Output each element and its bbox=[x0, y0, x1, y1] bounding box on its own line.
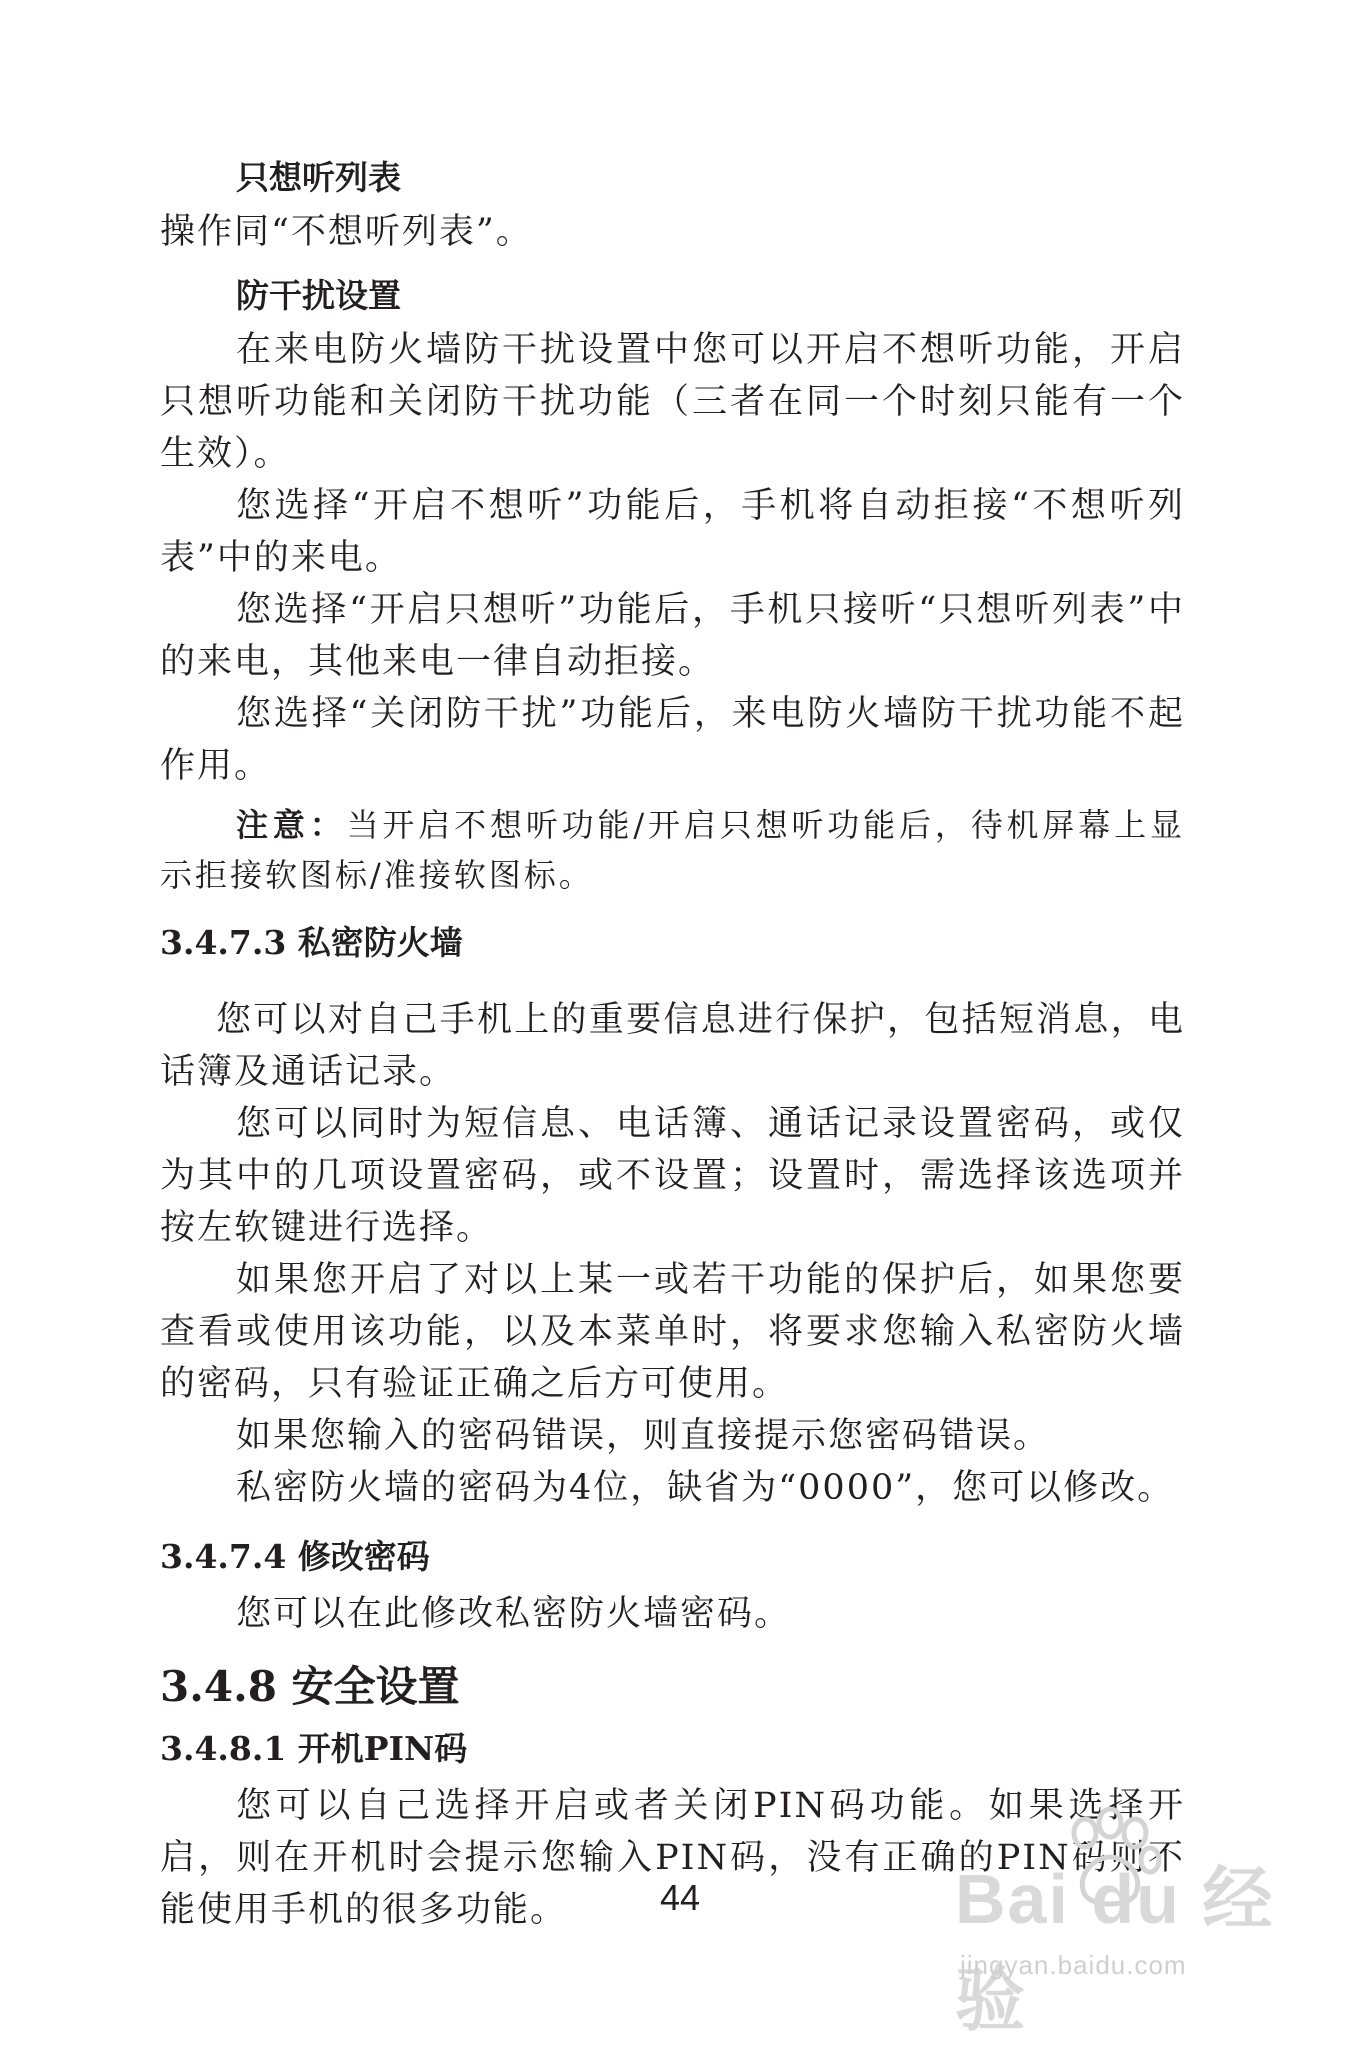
paragraph-private-2: 您可以同时为短信息、电话簿、通话记录设置密码，或仅为其中的几项设置密码，或不设置；设置时，需选择该选项并按左软键进行选择。 bbox=[160, 1104, 1185, 1248]
heading-anti-disturb: 防干扰设置 bbox=[236, 276, 401, 315]
paragraph-private-3: 如果您开启了对以上某一或若干功能的保护后，如果您要查看或使用该功能，以及本菜单时，将要求您输入私密防火墙的密码，只有验证正确之后方可使用。 bbox=[160, 1260, 1185, 1404]
note-label: 注意： bbox=[236, 806, 347, 844]
note-paragraph bbox=[160, 800, 1185, 900]
heading-3-4-8: 3.4.8 安全设置 bbox=[160, 1662, 460, 1711]
paragraph-private-5: 私密防火墙的密码为4位，缺省为“0000”，您可以修改。 bbox=[236, 1468, 1175, 1508]
paragraph-anti-disturb-3: 您选择“开启只想听”功能后，手机只接听“只想听列表”中的来电，其他来电一律自动拒接。 bbox=[160, 590, 1185, 682]
paragraph-private-4: 如果您输入的密码错误，则直接提示您密码错误。 bbox=[236, 1416, 1051, 1456]
watermark-url: jingyan.baidu.com bbox=[960, 1950, 1187, 1980]
note-text: 当开启不想听功能/开启只想听功能后，待机屏幕上显示拒接软图标/准接软图标。 bbox=[160, 806, 1185, 894]
paragraph-anti-disturb-2: 您选择“开启不想听”功能后，手机将自动拒接“不想听列表”中的来电。 bbox=[160, 486, 1185, 578]
heading-only-listen-list: 只想听列表 bbox=[236, 158, 401, 197]
paragraph-change-password: 您可以在此修改私密防火墙密码。 bbox=[236, 1594, 792, 1634]
watermark-brand: Bai du 经验 bbox=[955, 1860, 1275, 2039]
baidu-watermark bbox=[955, 1805, 1325, 2039]
paragraph-pin: 您可以自己选择开启或者关闭PIN码功能。如果选择开启，则在开机时会提示您输入PIN码，没有正确的PIN码则不能使用手机的很多功能。 bbox=[160, 1786, 1185, 1930]
heading-3-4-7-4: 3.4.7.4 修改密码 bbox=[160, 1537, 430, 1576]
paragraph-private-1: 您可以对自己手机上的重要信息进行保护，包括短消息，电话簿及通话记录。 bbox=[160, 1000, 1185, 1092]
heading-3-4-8-1: 3.4.8.1 开机PIN码 bbox=[160, 1729, 468, 1768]
document-page bbox=[160, 150, 1185, 1936]
paragraph-only-listen-list: 操作同“不想听列表”。 bbox=[160, 212, 533, 252]
heading-3-4-7-3: 3.4.7.3 私密防火墙 bbox=[160, 923, 463, 962]
page-number: 44 bbox=[659, 1877, 701, 1918]
paragraph-anti-disturb-4: 您选择“关闭防干扰”功能后，来电防火墙防干扰功能不起作用。 bbox=[160, 694, 1185, 786]
paragraph-anti-disturb-1: 在来电防火墙防干扰设置中您可以开启不想听功能，开启只想听功能和关闭防干扰功能（三者在同一个时刻只能有一个生效）。 bbox=[160, 330, 1185, 474]
